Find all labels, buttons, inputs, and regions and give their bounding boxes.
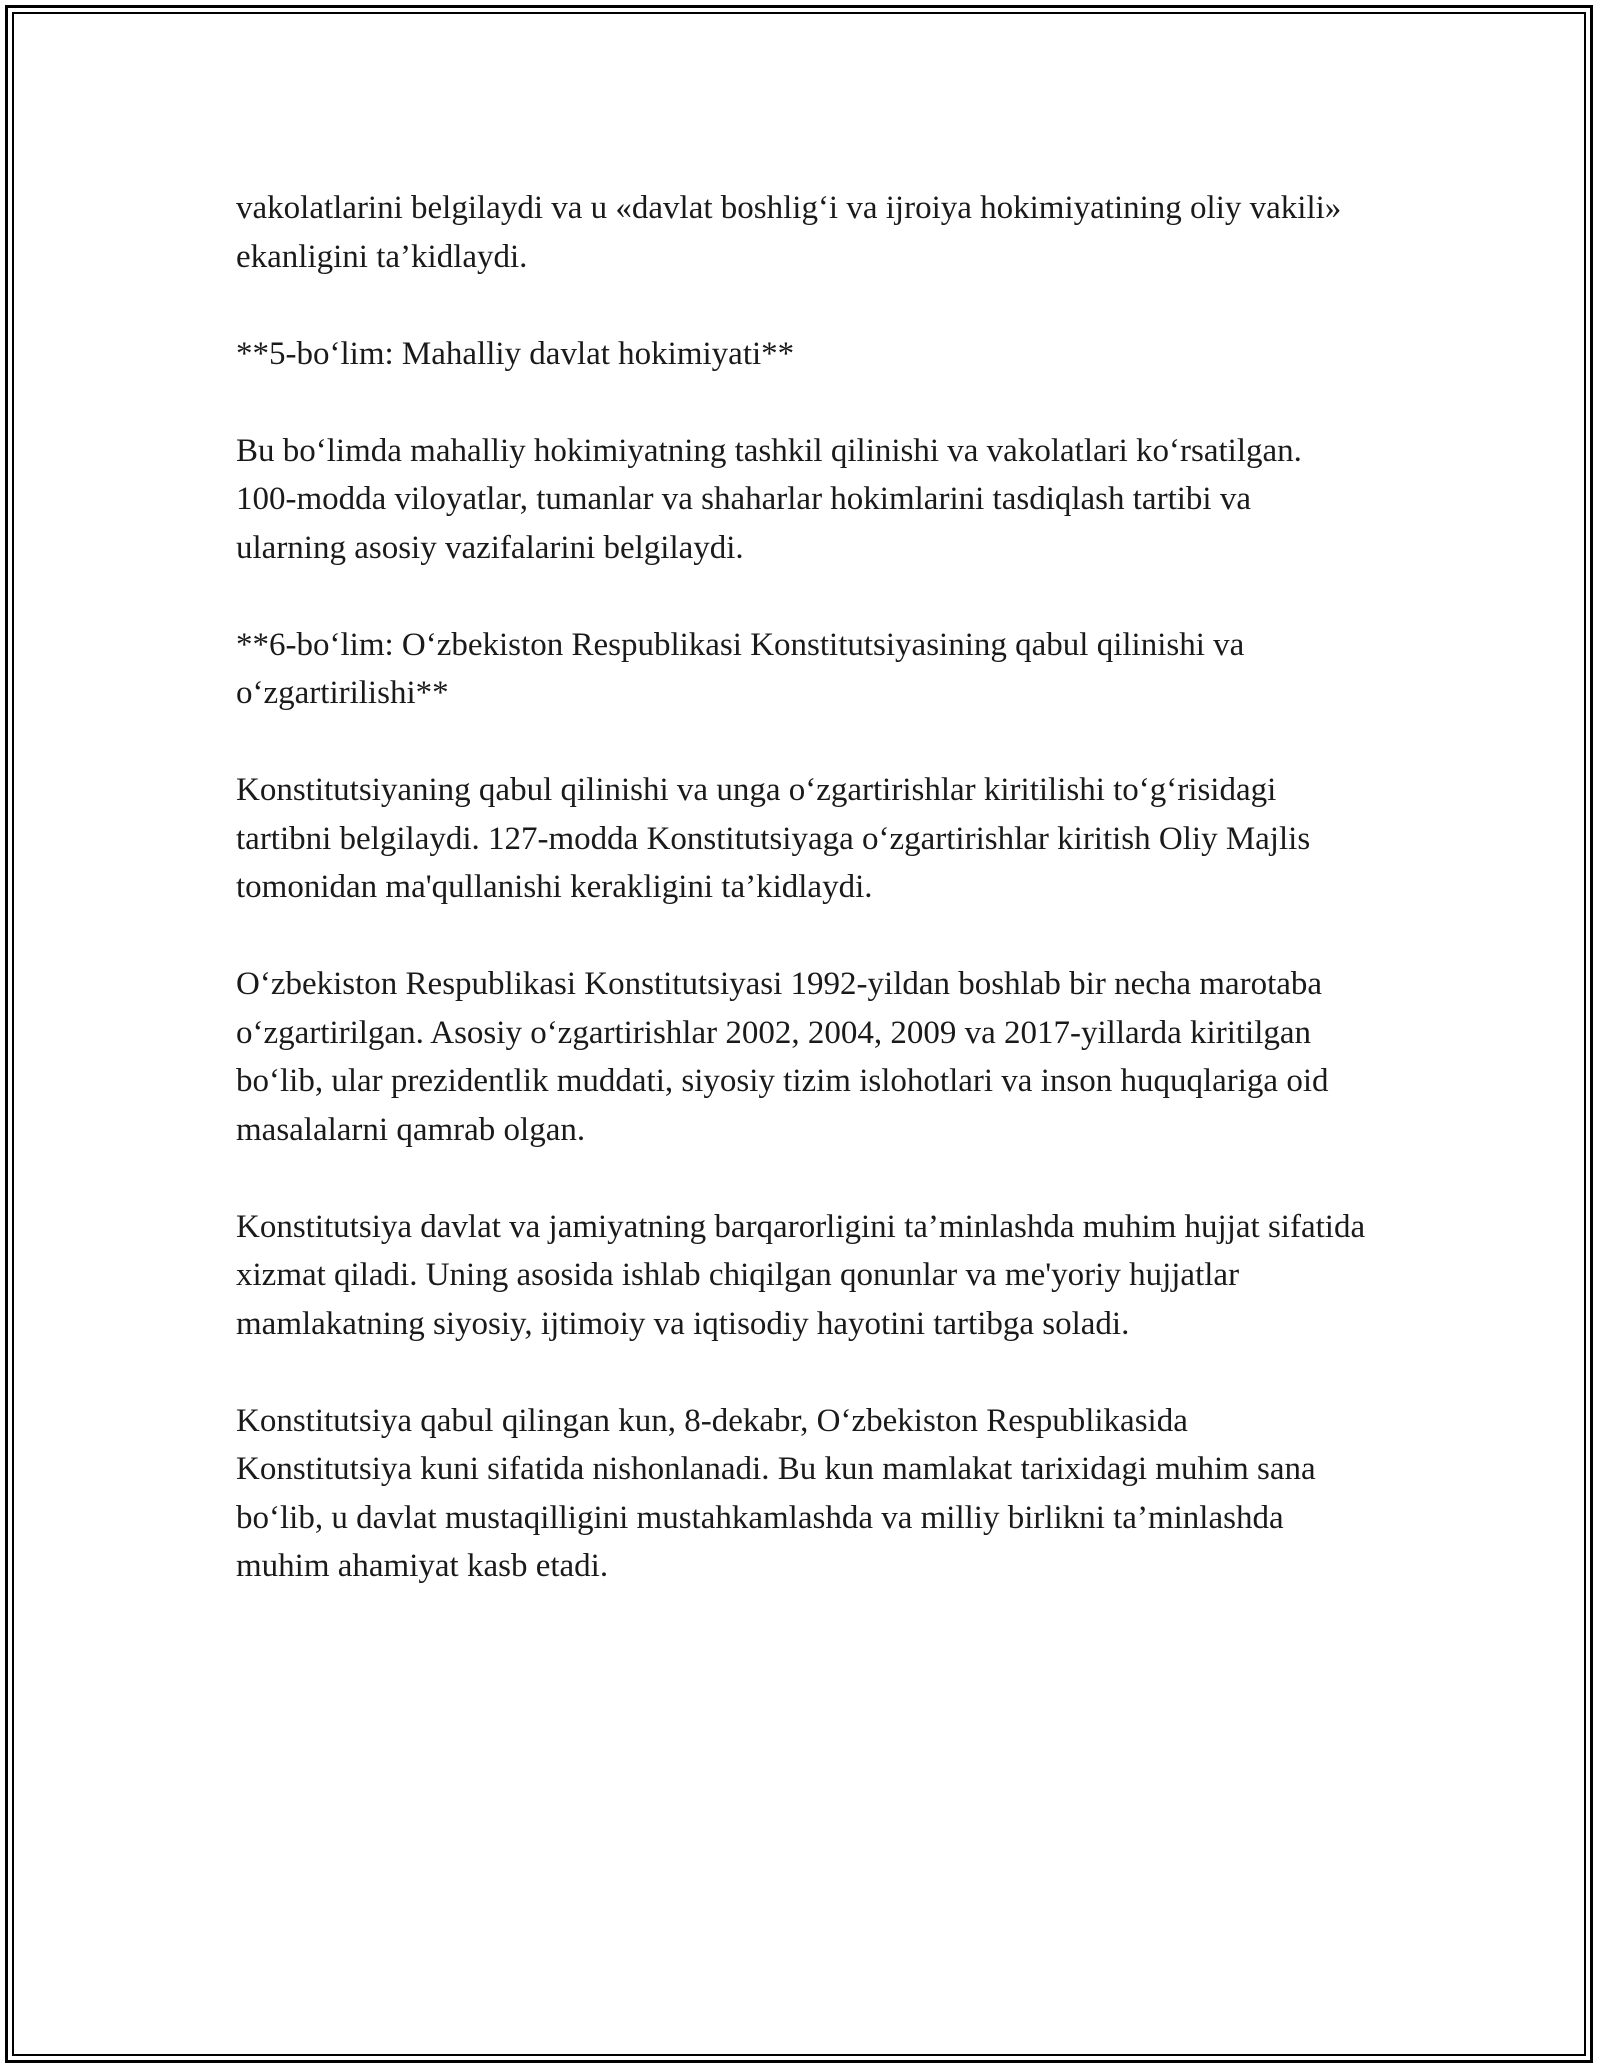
paragraph-significance: Konstitutsiya davlat va jamiyatning barqarorligini ta’minlashda muhim hujjat sifatida xizmat qiladi. Uning asosida ishlab chiqilgan qonunlar va me'yoriy hujjatlar mamlakatning siyosiy, ijtimoiy va iqtisodiy hayotini tartibga soladi.: [236, 1208, 1366, 1342]
paragraph-section-6: Konstitutsiyaning qabul qilinishi va unga o‘zgartirishlar kiritilishi to‘g‘risidagi tartibni belgilaydi. 127-modda Konstitutsiyaga o‘zgartirishlar kiritish Oliy Majlis tomonidan ma'qullanishi kerakligini ta’kidlaydi.: [236, 772, 1311, 905]
paragraph-constitution-day: Konstitutsiya qabul qilingan kun, 8-dekabr, O‘zbekiston Respublikasida Konstitutsiya kuni sifatida nishonlanadi. Bu kun mamlakat tarixidagi muhim sana bo‘lib, u davlat mustaqilligini mustahkamlashda va milliy birlikni ta’minlashda muhim ahamiyat kasb etadi.: [236, 1402, 1316, 1584]
section-heading-6: **6-bo‘lim: O‘zbekiston Respublikasi Konstitutsiyasining qabul qilinishi va o‘zgartirilishi**: [236, 626, 1245, 711]
paragraph-section-5: Bu bo‘limda mahalliy hokimiyatning tashkil qilinishi va vakolatlari ko‘rsatilgan. 100-modda viloyatlar, tumanlar va shaharlar hokimlarini tasdiqlash tartibi va ularning asosiy vazifalarini belgilaydi.: [236, 432, 1302, 566]
paragraph-amendments: O‘zbekiston Respublikasi Konstitutsiyasi 1992-yildan boshlab bir necha marotaba o‘zgartirilgan. Asosiy o‘zgartirishlar 2002, 2004, 2009 va 2017-yillarda kiritilgan bo‘lib, ular prezidentlik muddati, siyosiy tizim islohotlari va inson huquqlariga oid masalalarni qamrab olgan.: [236, 966, 1329, 1148]
section-heading-5: **5-bo‘lim: Mahalliy davlat hokimiyati**: [236, 335, 795, 372]
paragraph-intro-continuation: vakolatlarini belgilaydi va u «davlat boshlig‘i va ijroiya hokimiyatining oliy vakili» ekanligini ta’kidlaydi.: [236, 190, 1342, 275]
document-body: [236, 184, 1366, 1639]
